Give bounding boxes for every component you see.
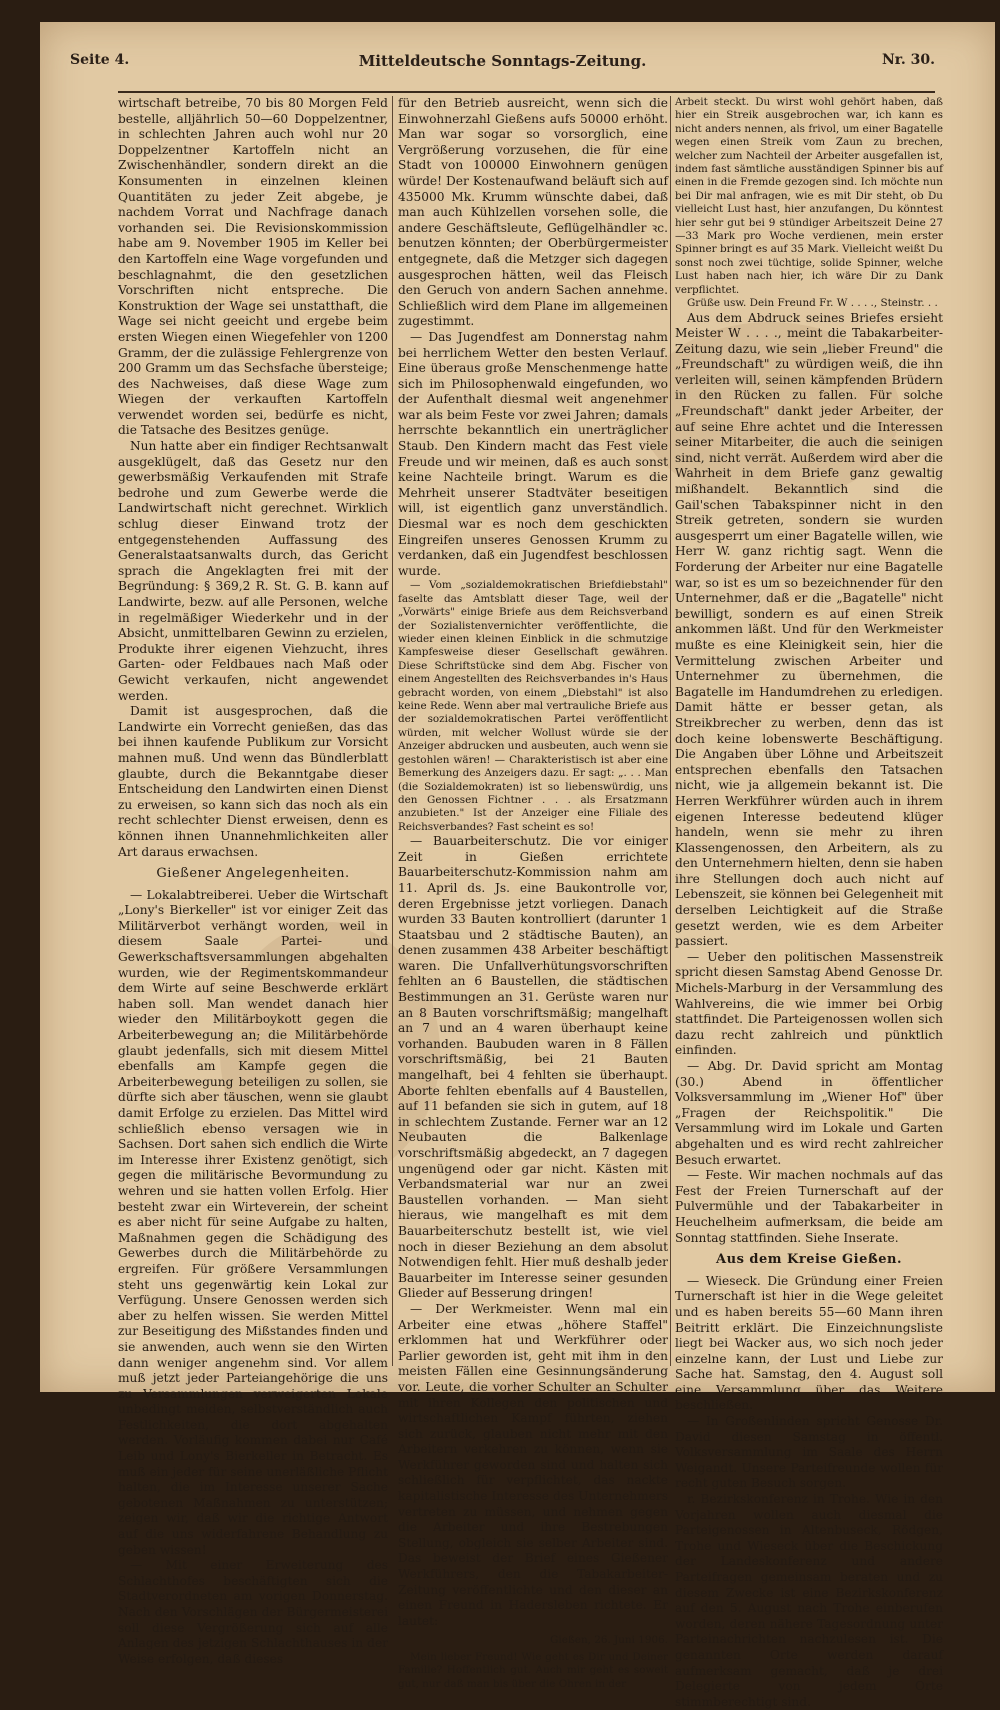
letter-paragraph: Arbeit steckt. Du wirst wohl gehört haben, daß hier ein Streik ausgebrochen war, ich kann es nicht anders nennen, als frivol, um einer Bagatelle wegen einen Streik vom Zaun zu brechen, welcher zum Nachteil der Arbeiter ausgefallen ist, indem fast sämtliche ausständigen Spinner bis auf einen in die Fremde gezogen sind. Ich möchte nun bei Dir mal anfragen, wie es mit Dir steht, ob Du vielleicht Lust hast, hier anzufangen, Du könntest hier sehr gut bei 9 stündiger Arbeitszeit Deine 27—33 Mark pro Woche verdienen, mein erster Spinner bringt es auf 35 Mark. Vielleicht weißt Du sonst noch zwei tüchtige, solide Spinner, welche Lust haben nach hier, ich wäre Dir zu Dank verpflichtet. [675,96,943,296]
column-divider [392,96,393,1366]
page-number: Seite 4. [70,52,130,68]
article-paragraph: r. Bezirkskonferenz in Trohe. Wie in den Vorjahren wollen auch diesmal die Parteigenossen in Altenbuseck, Rödgen, Trohe und Wieseck über die Beschickung der Landeskonferenz und andere Parteifragen gemeinsam beraten und zu diesem Zwecke ist eine Bezirkskonferenz auf den 5. August nach Trohe einberufen worden, deren nähere Tagesordnung unter Parteinachrichten nachzulesen ist. Die genannten Orte werden darauf aufmerksam gemacht, daß je drei Delegierte von jedem Orte stimmberechtigt sind. [675,1492,943,1709]
header-rule [118,91,935,93]
article-paragraph: — Feste. Wir machen nochmals auf das Fest der Freien Turnerschaft auf der Pulvermühle und der Tabakarbeiter in Heuchelheim aufmerksam, die beide am Sonntag stattfinden. Siehe Inserate. [675,1168,943,1245]
section-heading: Gießener Angelegenheiten. [156,866,350,882]
article-paragraph: — Das Jugendfest am Donnerstag nahm bei herrlichem Wetter den besten Verlauf. Eine überaus große Menschenmenge hatte sich im Philosophenwald eingefunden, wo der Aufenthalt diesmal weit angenehmer war als beim Feste vor zwei Jahren; damals herrschte bekanntlich ein unerträglicher Staub. Den Kindern macht das Fest viele Freude und wir meinen, daß es auch sonst keine Nachteile bringt. Warum es die Mehrheit unserer Stadtväter beseitigen will, ist eigentlich ganz unverständlich. Diesmal war es noch dem geschickten Eingreifen unseres Genossen Krumm zu verdanken, daß ein Jugendfest beschlossen wurde. [398,329,668,578]
article-paragraph: — Der Werkmeister. Wenn mal ein Arbeiter eine etwas „höhere Staffel" erklommen hat und Werkführer oder Parlier geworden ist, geht mit ihm in den meisten Fällen eine Gesinnungsänderung vor. Leute, die vorher Schulter an Schulter mit ihren Kollegen den politischen und wirtschaftlichen Kampf führten, ziehen sich zurück, glauben nicht mehr mit den Arbeitern verkehren zu können, wenn sie Werkführer geworden sind und halten sich schließlich für verpflichtet, das nackte kapitalistische Interesse des Unternehmers vertreten zu müssen, und nehmen gegen die Arbeiter und ihre Bestrebungen Stellung, obgleich sie selber Arbeiter sind. Das beweist der Brief eines Gießener Werkführers, den die Tabakarbeiter-Zeitung veröffentlichte und den dieser an einen Freund in Hadersleben richtete. Er lautet: [398,1301,668,1628]
article-paragraph: wirtschaft betreibe, 70 bis 80 Morgen Feld bestelle, alljährlich 50—60 Doppelzentner, in schlechten Jahren auch wohl nur 20 Doppelzentner Kartoffeln nicht an Zwischenhändler, sondern direkt an die Konsumenten in einzelnen kleinen Quantitäten zu jeder Zeit abgebe, je nachdem Vorrat und Nachfrage danach vorhanden sei. Die Revisionskommission habe am 9. November 1905 im Keller bei den Kartoffeln eine Wage vorgefunden und beschlagnahmt, die den gesetzlichen Vorschriften nicht entspreche. Die Konstruktion der Wage sei unstatthaft, die Wage sei nicht geeicht und ergebe beim ersten Wiegen einen Wiegefehler von 1200 Gramm, der die zulässige Fehlergrenze von 200 Gramm um das Sechsfache übersteige; des Nachweises, daß diese Wage zum Wiegen der verkauften Kartoffeln verwendet worden sei, bedürfe es nicht, die Tatsache des Besitzes genüge. [118,96,388,438]
article-paragraph: für den Betrieb ausreicht, wenn sich die Einwohnerzahl Gießens aufs 50000 erhöht. Man war sogar so vorsorglich, eine Vergrößerung vorzusehen, die für eine Stadt von 100000 Einwohnern genügen würde! Der Kostenaufwand beläuft sich auf 435000 Mk. Krumm wünschte dabei, daß man auch Kühlzellen vorsehen solle, die andere Geschäftsleute, Geflügelhändler ꝛc. benutzen könnten; der Oberbürgermeister entgegnete, daß die Metzger sich dagegen ausgesprochen hätten, weil das Fleisch den Geruch von andern Sachen annehme. Schließlich wird dem Plane im allgemeinen zugestimmt. [398,96,668,329]
newspaper-title: Mitteldeutsche Sonntags-Zeitung. [358,52,647,70]
article-paragraph: — Bauarbeiterschutz. Die vor einiger Zeit in Gießen errichtete Bauarbeiterschutz-Kommission nahm am 11. April ds. Js. eine Baukontrolle vor, deren Ergebnisse jetzt vorliegen. Danach wurden 33 Bauten kontrolliert (darunter 1 Staatsbau und 2 städtische Bauten), an denen zusammen 438 Arbeiter beschäftigt waren. Die Unfallverhütungsvorschriften fehlten an 6 Baustellen, die städtischen Bestimmungen an 31. Gerüste waren nur an 8 Bauten vorschriftsmäßig; mangelhaft an 7 und an 4 waren überhaupt keine vorhanden. Baubuden waren in 8 Fällen vorschriftsmäßig, bei 21 Bauten mangelhaft, bei 4 fehlten sie überhaupt. Aborte fehlten ebenfalls auf 4 Baustellen, auf 11 befanden sie sich in gutem, auf 18 in schlechtem Zustande. Ferner war an 12 Neubauten die Balkenlage vorschriftsmäßig abgedeckt, an 7 dagegen ungenügend oder gar nicht. Kästen mit Verbandsmaterial war nur an zwei Baustellen vorhanden. — Man sieht hieraus, wie mangelhaft es mit dem Bauarbeiterschutz bestellt ist, wie viel noch in dieser Beziehung an dem absolut Notwendigen fehlt. Hier muß deshalb jeder Bauarbeiter im Interesse seiner gesunden Glieder auf Besserung dringen! [398,834,668,1301]
column-divider [670,96,671,1366]
article-paragraph: — Ueber den politischen Massenstreik spricht diesen Samstag Abend Genosse Dr. Michels-Marburg in der Versammlung des Wahlvereins, die wie immer bei Orbig stattfindet. Die Parteigenossen wollen sich dazu recht zahlreich und pünktlich einfinden. [675,949,943,1058]
page-header [70,52,935,78]
letter-paragraph: Mein lieber Freund! Wie geht es Dir und Deiner Familie? Hoffentlich gut. Auch mir geht es soweit gut, nur daß man bis über die Ohren in der [398,1651,668,1690]
article-paragraph: — Vom „sozialdemokratischen Briefdiebstahl" faselte das Amtsblatt dieser Tage, weil der „Vorwärts" einige Briefe aus dem Reichsverband der Sozialistenvernichter veröffentlichte, die wieder einen kleinen Einblick in die schmutzige Kampfesweise dieser Gesellschaft gewähren. Diese Schriftstücke sind dem Abg. Fischer von einem Angestellten des Reichsverbandes in's Haus gebracht worden, von einem „Diebstahl" ist also keine Rede. Wenn aber mal vertrauliche Briefe aus der sozialdemokratischen Partei veröffentlicht würden, mit welcher Wollust würde sie der Anzeiger abdrucken und ausbeuten, auch wenn sie gestohlen wären! — Charakteristisch ist aber eine Bemerkung des Anzeigers dazu. Er sagt: „. . . Man (die Sozialdemokraten) ist so liebenswürdig, uns den Genossen Fichtner . . . als Ersatzmann anzubieten." Ist der Anzeiger eine Filiale des Reichsverbandes? Fast scheint es so! [398,579,668,833]
column-1 [118,96,388,1666]
article-paragraph: — In Großenlinden spricht Genosse Dr. David diesen Samstag in öffentl. Volksversammlung im Saale des Herrn Weigandt. Unsere Parteifreunde wollen für recht guten Besuch sorgen. [675,1414,943,1491]
article-paragraph: — Wieseck. Die Gründung einer Freien Turnerschaft ist hier in die Wege geleitet und es haben bereits 55—60 Mann ihren Beitritt erklärt. Die Einzeichnungsliste liegt bei Wacker aus, wo sich noch jeder einzelne kann, der Lust und Liebe zur Sache hat. Samstag, den 4. August soll eine Versammlung über das Weitere beschließen. [675,1273,943,1413]
article-paragraph: Aus dem Abdruck seines Briefes ersieht Meister W . . . ., meint die Tabakarbeiter-Zeitung dazu, wie sein „lieber Freund" die „Freundschaft" zu würdigen weiß, die ihn verleiten will, seinen kämpfenden Brüdern in den Rücken zu fallen. Für solche „Freundschaft" dankt jeder Arbeiter, der auf seine Ehre achtet und die Interessen seiner Mitarbeiter, die auch die seinigen sind, nicht verrät. Außerdem wird aber die Wahrheit in dem Briefe ganz gewaltig mißhandelt. Bekanntlich sind die Gail'schen Tabakspinner nicht in den Streik getreten, sondern sie wurden ausgesperrt um einer Bagatelle willen, wie Herr W. ganz richtig sagt. Wenn die Forderung der Arbeiter nur eine Bagatelle war, so ist es um so bezeichnender für den Unternehmer, daß er die „Bagatelle" nicht bewilligt, sondern es auf einen Streik ankommen läßt. Und für den Werkmeister mußte es eine Kleinigkeit sein, hier die Vermittelung zwischen Arbeiter und Unternehmer zu übernehmen, die Bagatelle im Handumdrehen zu erledigen. Damit hätte er besser getan, als Streikbrecher zu werben, denn das ist doch keine lobenswerte Beschäftigung. Die Angaben über Löhne und Arbeitszeit entsprechen ebenfalls den Tatsachen nicht, wie ja allgemein bekannt ist. Die Herren Werkführer würden auch in ihrem eigenen Interesse bedeutend klüger handeln, wenn sie mehr zu ihren Klassengenossen, den Arbeitern, als zu den Unternehmern hielten, denn sie haben ihre Stellungen doch auch nicht auf Lebenszeit, sie können bei Gelegenheit mit derselben Leichtigkeit auf die Straße gesetzt werden, wie es dem Arbeiter passiert. [675,310,943,949]
issue-number: Nr. 30. [882,52,935,68]
article-paragraph: Nun hatte aber ein findiger Rechtsanwalt ausgeklügelt, daß das Gesetz nur den gewerbsmäßig Verkaufenden mit Strafe bedrohe und zum Gewerbe werde die Landwirtschaft nicht gerechnet. Wirklich schlug dieser Einwand trotz der entgegenstehenden Auffassung des Generalstaatsanwalts durch, das Gericht sprach die Angeklagten frei mit der Begründung: § 369,2 R. St. G. B. kann auf Landwirte, bezw. auf alle Personen, welche in regelmäßiger Wiederkehr und in der Absicht, unmittelbaren Gewinn zu erzielen, Produkte ihrer eigenen Viehzucht, ihres Garten- oder Feldbaues nach Maß oder Gewicht verkaufen, nicht angewendet werden. [118,439,388,703]
column-2 [398,96,668,1690]
article-paragraph: — Abg. Dr. David spricht am Montag (30.) Abend in öffentlicher Volksversammlung im „Wiener Hof" über „Fragen der Reichspolitik." Die Versammlung wird im Lokale und Garten abgehalten und es wird recht zahlreicher Besuch erwartet. [675,1059,943,1167]
letter-signature: Grüße usw. Dein Freund Fr. W . . . ., Steinstr. . . [687,297,938,310]
article-paragraph: Damit ist ausgesprochen, daß die Landwirte ein Vorrecht genießen, das das bei ihnen kaufende Publikum zur Vorsicht mahnen muß. Und wenn das Bündlerblatt glaubte, durch die Bekanntgabe dieser Entscheidung den Landwirten einen Dienst zu erweisen, so kann sich das noch als ein recht schlechter Dienst erweisen, denn es können ihnen Unannehmlichkeiten aller Art daraus erwachsen. [118,704,388,859]
article-paragraph: — Lokalabtreiberei. Ueber die Wirtschaft „Lony's Bierkeller" ist vor einiger Zeit das Militärverbot verhängt worden, weil in diesem Saale Partei- und Gewerkschaftsversammlungen abgehalten wurden, wie der Regimentskommandeur dem Wirte auf seine Beschwerde erklärt haben soll. Man wendet danach hier wieder den Militärboykott gegen die Arbeiterbewegung an; die Militärbehörde glaubt jedenfalls, sich mit diesem Mittel ebenfalls am Kampfe gegen die Arbeiterbewegung beteiligen zu sollen, sie dürfte sich aber täuschen, wenn sie glaubt damit Erfolge zu erzielen. Das Mittel wird schließlich ebenso versagen wie in Sachsen. Dort sahen sich endlich die Wirte im Interesse ihrer Existenz genötigt, sich gegen die militärische Bevormundung zu wehren und sie hatten vollen Erfolg. Hier besteht zwar ein Wirteverein, der scheint es aber nicht für seine Aufgabe zu halten, Maßnahmen gegen die Schädigung des Gewerbes durch die Militärbehörde zu ergreifen. Für größere Versammlungen steht uns gegenwärtig kein Lokal zur Verfügung. Unsere Genossen werden sich aber zu helfen wissen. Sie werden Mittel zur Beseitigung des Mißstandes finden und sie anwenden, auch wenn sie den Wirten dann weniger angenehm sind. Vor allem muß jetzt jeder Parteiangehörige die uns zu Versammlungen verweigerten Lokale unbedingt meiden, selbstverständlich auch Festlichkeiten, die dort abgehalten werden. Vorläufig kommen dabei nur Café Leib und Lony's Bierkeller in Betracht. Es muß ein jeder für seine unerläßliche Pflicht halten, die im Interesse unserer Sache gebotenen Maßnahmen zu unterstützen; zeigen wir, daß wir die richtige Antwort auf die uns widerfahrene Behandlung zu geben wissen! [118,887,388,1557]
article-paragraph: — Mit einer Erweiterung des Schlachthofes beschäftigten sich die Stadtverordneten am vorigen Donnerstag. Nach den Vorschlägen der Bürgermeisterei soll diese Vergrößerung sich auf alle Anlagen des jetzigen Schlachthauses in der Weise erfolgen, daß dieses [118,1558,388,1666]
letter-date: Gießen, 26. Juni 1906. [550,1634,668,1647]
column-3 [675,96,943,1709]
section-heading: Aus dem Kreise Gießen. [716,1252,902,1268]
